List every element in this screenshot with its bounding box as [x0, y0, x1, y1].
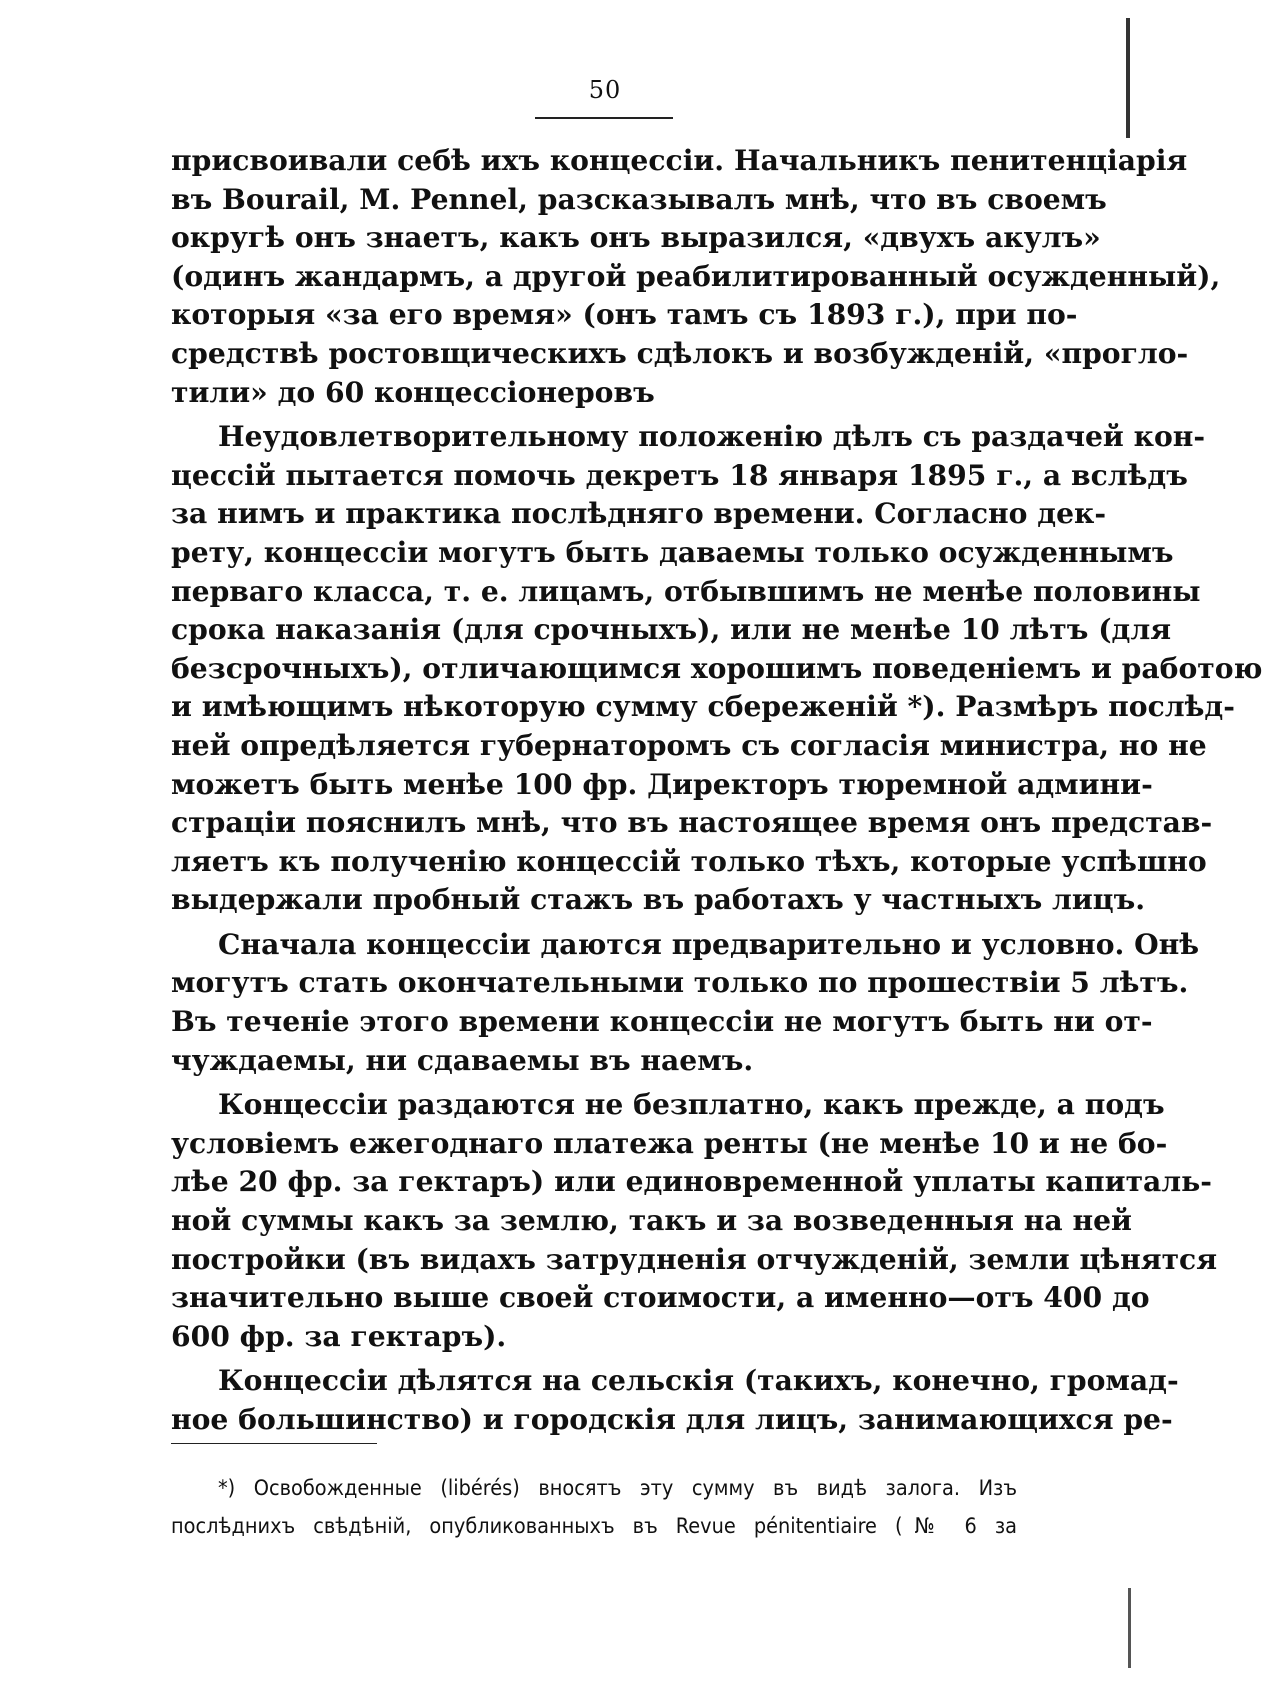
footnote-line: *) Освобожденные (libérés) вносятъ эту сумму въ видѣ залога. Изъ [218, 1476, 1017, 1501]
text-line: Сначала концессіи даются предварительно и условно. Онѣ [218, 927, 1200, 961]
text-line: выдержали пробный стажъ въ работахъ у частныхъ лицъ. [171, 883, 1146, 917]
footnote [171, 1470, 1017, 1546]
footnote-rule [171, 1443, 377, 1444]
text-line: можетъ быть менѣе 100 фр. Директоръ тюремной админи- [171, 767, 1153, 801]
text-line: безсрочныхъ), отличающимся хорошимъ поведеніемъ и работою [171, 651, 1262, 685]
text-line: срока наказанія (для срочныхъ), или не менѣе 10 лѣтъ (для [171, 613, 1172, 647]
text-line: присвоивали себѣ ихъ концессіи. Начальникъ пенитенціарія [171, 144, 1188, 177]
text-line: перваго класса, т. е. лицамъ, отбывшимъ не менѣе половины [171, 574, 1201, 608]
text-line: за нимъ и практика послѣдняго времени. Согласно дек- [171, 497, 1107, 531]
text-line: (одинъ жандармъ, а другой реабилитированный осужденный), [171, 259, 1221, 293]
scan-edge-mark [1128, 1588, 1131, 1668]
footnote-line: послѣднихъ свѣдѣній, опубликованныхъ въ Revue pénitentiaire (№ 6 за [171, 1514, 1017, 1539]
header-rule [535, 117, 673, 119]
body-text [171, 142, 1262, 1440]
text-line: могутъ стать окончательными только по прошествіи 5 лѣтъ. [171, 966, 1189, 1000]
text-line: условіемъ ежегоднаго платежа ренты (не менѣе 10 и не бо- [171, 1126, 1168, 1160]
text-line: тили» до 60 концессіонеровъ [171, 375, 655, 409]
text-line: Неудовлетворительному положенію дѣлъ съ раздачей кон- [218, 420, 1206, 454]
text-line: ной суммы какъ за землю, такъ и за возведенныя на ней [171, 1204, 1132, 1238]
text-line: средствѣ ростовщическихъ сдѣлокъ и возбужденій, «прогло- [171, 336, 1189, 370]
text-line: которыя «за его время» (онъ тамъ съ 1893 г.), при по- [171, 298, 1078, 332]
text-line: ней опредѣляется губернаторомъ съ согласія министра, но не [171, 728, 1207, 762]
text-line: ное большинство) и городскія для лицъ, занимающихся ре- [171, 1403, 1173, 1436]
text-line: рету, концессіи могутъ быть даваемы только осужденнымъ [171, 535, 1174, 569]
text-line: страціи пояснилъ мнѣ, что въ настоящее время онъ представ- [171, 806, 1213, 840]
text-line: Въ теченіе этого времени концессіи не могутъ быть ни от- [171, 1005, 1153, 1039]
text-line: цессій пытается помочь декретъ 18 января 1895 г., а вслѣдъ [171, 458, 1188, 492]
text-line: лѣе 20 фр. за гектаръ) или единовременной уплаты капиталь- [171, 1165, 1213, 1199]
text-line: въ Bourail, M. Pennel, разсказывалъ мнѣ, что въ своемъ [171, 182, 1107, 216]
text-line: округѣ онъ знаетъ, какъ онъ выразился, «двухъ акулъ» [171, 221, 1101, 255]
text-line: Концессіи дѣлятся на сельскія (такихъ, конечно, громад- [218, 1364, 1179, 1398]
text-line: постройки (въ видахъ затрудненія отчужденій, земли цѣнятся [171, 1242, 1218, 1276]
text-line: и имѣющимъ нѣкоторую сумму сбереженій *). Размѣръ послѣд- [171, 690, 1235, 724]
text-line: чуждаемы, ни сдаваемы въ наемъ. [171, 1043, 754, 1077]
text-line: ляетъ къ полученію концессій только тѣхъ, которые успѣшно [171, 844, 1207, 878]
page-number: 50 [588, 76, 622, 104]
text-line: Концессіи раздаются не безплатно, какъ прежде, а подъ [218, 1088, 1165, 1122]
text-line: значительно выше своей стоимости, а именно—отъ 400 до [171, 1281, 1150, 1315]
text-line: 600 фр. за гектаръ). [171, 1319, 507, 1353]
